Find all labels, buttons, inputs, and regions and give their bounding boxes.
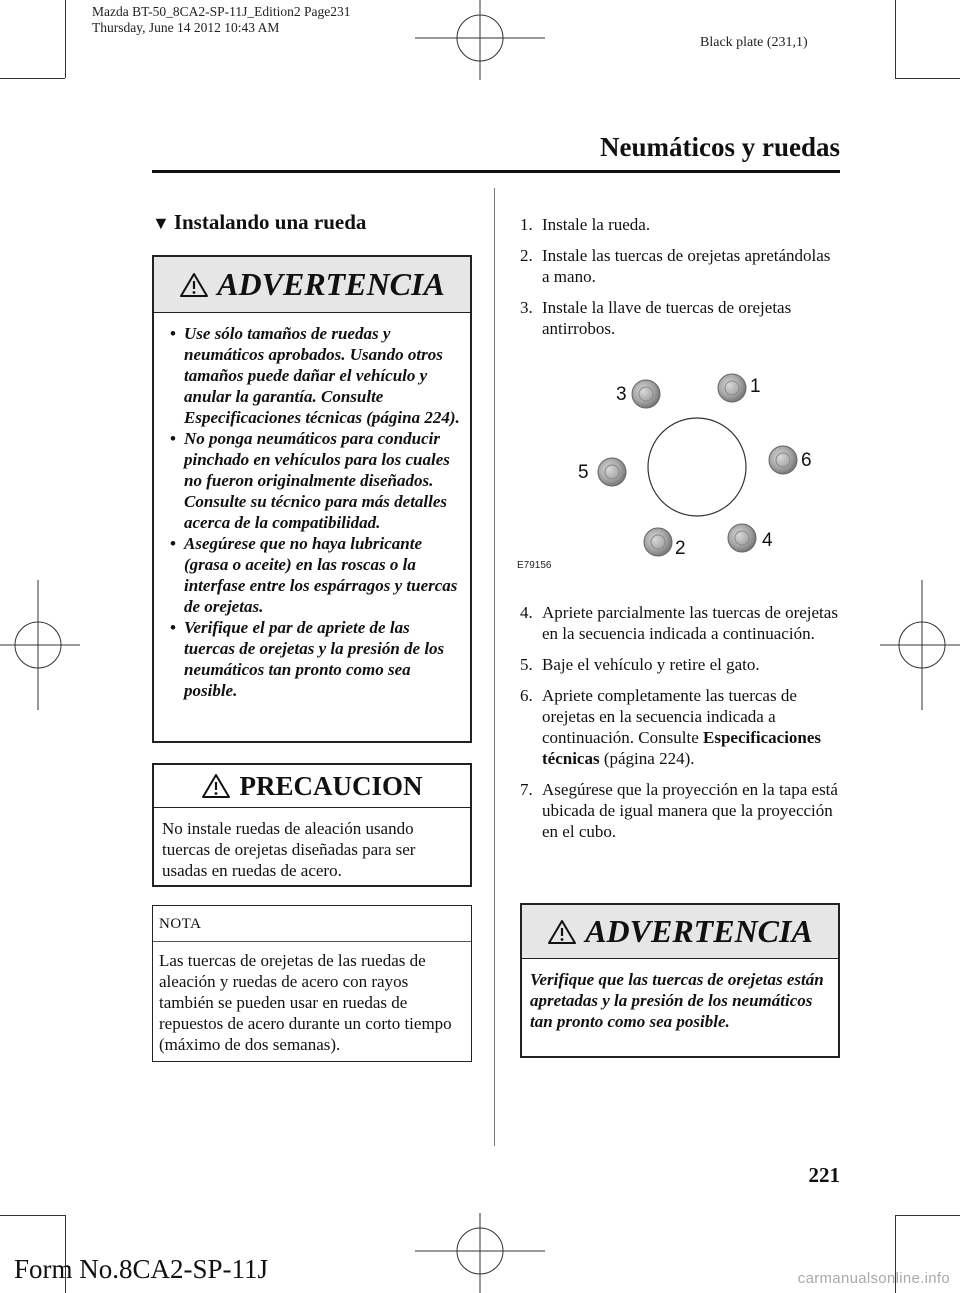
step-text: Apriete parcialmente las tuercas de orejetas en la secuencia indicada a continuación.	[542, 603, 838, 643]
warning-title: ADVERTENCIA	[585, 913, 813, 949]
bullet-icon: •	[170, 534, 176, 553]
lug-nut-1-icon	[718, 374, 746, 402]
step-number: 5.	[520, 655, 533, 674]
step-number: 3.	[520, 298, 533, 317]
diagram-code: E79156	[517, 560, 552, 571]
subsection-title	[152, 210, 366, 235]
crop-mark	[65, 0, 66, 78]
warning-item-text: No ponga neumáticos para conducir pinchado en vehículos para los cuales no fueron originalmente diseñados. Consulte su técnico para más detalles acerca de la compatibilidad.	[184, 429, 450, 532]
nut-label-2: 2	[675, 538, 686, 559]
warning-header	[522, 905, 838, 959]
warning-item	[162, 533, 460, 617]
subsection-title-text: Instalando una rueda	[173, 210, 367, 234]
crop-mark	[895, 1215, 960, 1216]
step-text: Baje el vehículo y retire el gato.	[542, 655, 760, 674]
steps-bottom	[520, 602, 840, 852]
warning-triangle-icon	[547, 919, 577, 945]
crop-mark	[895, 78, 960, 79]
step-item	[520, 602, 840, 644]
step-text: Asegúrese que la proyección en la tapa está ubicada de igual manera que la proyección en el cubo.	[542, 780, 838, 841]
step-number: 1.	[520, 215, 533, 234]
step-number: 2.	[520, 246, 533, 265]
nut-label-3: 3	[616, 384, 627, 405]
steps-top	[520, 214, 840, 349]
step-item	[520, 214, 840, 235]
nut-label-1: 1	[750, 376, 761, 397]
warning-box-2	[520, 903, 840, 1058]
print-meta	[92, 4, 351, 36]
caution-text: No instale ruedas de aleación usando tuercas de orejetas diseñadas para ser usadas en ruedas de acero.	[162, 819, 416, 880]
warning-text: Verifique que las tuercas de orejetas están apretadas y la presión de los neumáticos tan pronto como sea posible.	[530, 970, 824, 1031]
column-divider	[494, 188, 495, 1146]
nut-label-5: 5	[578, 462, 589, 483]
lug-nut-3-icon	[632, 380, 660, 408]
section-title: Neumáticos y ruedas	[600, 132, 840, 162]
warning-item	[162, 323, 460, 428]
page-number: 221	[808, 1163, 840, 1187]
watermark: carmanualsonline.info	[797, 1270, 950, 1287]
nut-label-6: 6	[801, 450, 812, 471]
section-rule	[152, 170, 840, 173]
note-box	[152, 905, 472, 1062]
registration-target-icon	[415, 1213, 545, 1293]
warning-box	[152, 255, 472, 743]
step-item	[520, 297, 840, 339]
warning-title: ADVERTENCIA	[217, 266, 445, 302]
lug-nut-sequence-diagram	[500, 362, 840, 582]
step-item	[520, 245, 840, 287]
warning-triangle-icon	[201, 773, 231, 799]
step-item	[520, 685, 840, 769]
bullet-icon: •	[170, 324, 176, 343]
warning-list	[154, 313, 470, 711]
warning-item	[162, 428, 460, 533]
step-text-part: Apriete completamente las tuercas de orejetas en la secuencia indicada a continuación. Consulte	[542, 686, 797, 747]
crop-mark	[0, 1215, 65, 1216]
step-item	[520, 654, 840, 675]
warning-triangle-icon	[179, 272, 209, 298]
lug-nut-5-icon	[598, 458, 626, 486]
warning-item-text: Verifique el par de apriete de las tuercas de orejetas y la presión de los neumáticos tan pronto como sea posible.	[184, 618, 445, 700]
print-meta-line: Mazda BT-50_8CA2-SP-11J_Edition2 Page231	[92, 4, 351, 19]
registration-target-icon	[880, 580, 960, 710]
triangle-marker-icon: ▼	[152, 213, 170, 233]
warning-item-text: Use sólo tamaños de ruedas y neumáticos aprobados. Usando otros tamaños puede dañar el vehículo y anular la garantía. Consulte Especificaciones técnicas (página 224).	[184, 324, 460, 427]
note-text: Las tuercas de orejetas de las ruedas de aleación y ruedas de acero con rayos también se pueden usar en ruedas de repuestos de acero durante un corto tiempo (máximo de dos semanas).	[159, 951, 452, 1054]
print-meta-line: Thursday, June 14 2012 10:43 AM	[92, 20, 280, 35]
form-number: Form No.8CA2-SP-11J	[14, 1254, 269, 1284]
step-text: Instale la rueda.	[542, 215, 651, 234]
caution-title: PRECAUCION	[239, 770, 423, 801]
plate-label: Black plate (231,1)	[700, 35, 808, 50]
caution-box	[152, 763, 472, 887]
step-text	[542, 685, 840, 769]
crop-mark	[0, 78, 65, 79]
step-text: Instale la llave de tuercas de orejetas antirrobos.	[542, 298, 792, 338]
caution-header	[154, 765, 470, 808]
registration-target-icon	[415, 0, 545, 80]
step-text-part: (página 224).	[599, 749, 695, 768]
step-number: 4.	[520, 603, 533, 622]
note-label: NOTA	[153, 906, 471, 942]
nut-label-4: 4	[762, 530, 773, 551]
step-number: 6.	[520, 686, 533, 705]
hub-circle	[648, 418, 746, 516]
warning-header	[154, 257, 470, 313]
lug-nut-4-icon	[728, 524, 756, 552]
warning-item-text: Asegúrese que no haya lubricante (grasa o aceite) en las roscas o la interfase entre los espárragos y tuercas de orejetas.	[184, 534, 458, 616]
spec-reference-link[interactable]: Especificaciones técnicas	[542, 728, 822, 768]
step-text: Instale las tuercas de orejetas apretándolas a mano.	[542, 246, 831, 286]
lug-nut-6-icon	[769, 446, 797, 474]
warning-item	[162, 617, 460, 701]
step-number: 7.	[520, 780, 533, 799]
bullet-icon: •	[170, 429, 176, 448]
crop-mark	[895, 0, 896, 78]
registration-target-icon	[0, 580, 80, 710]
bullet-icon: •	[170, 618, 176, 637]
lug-nut-2-icon	[644, 528, 672, 556]
step-item	[520, 779, 840, 842]
